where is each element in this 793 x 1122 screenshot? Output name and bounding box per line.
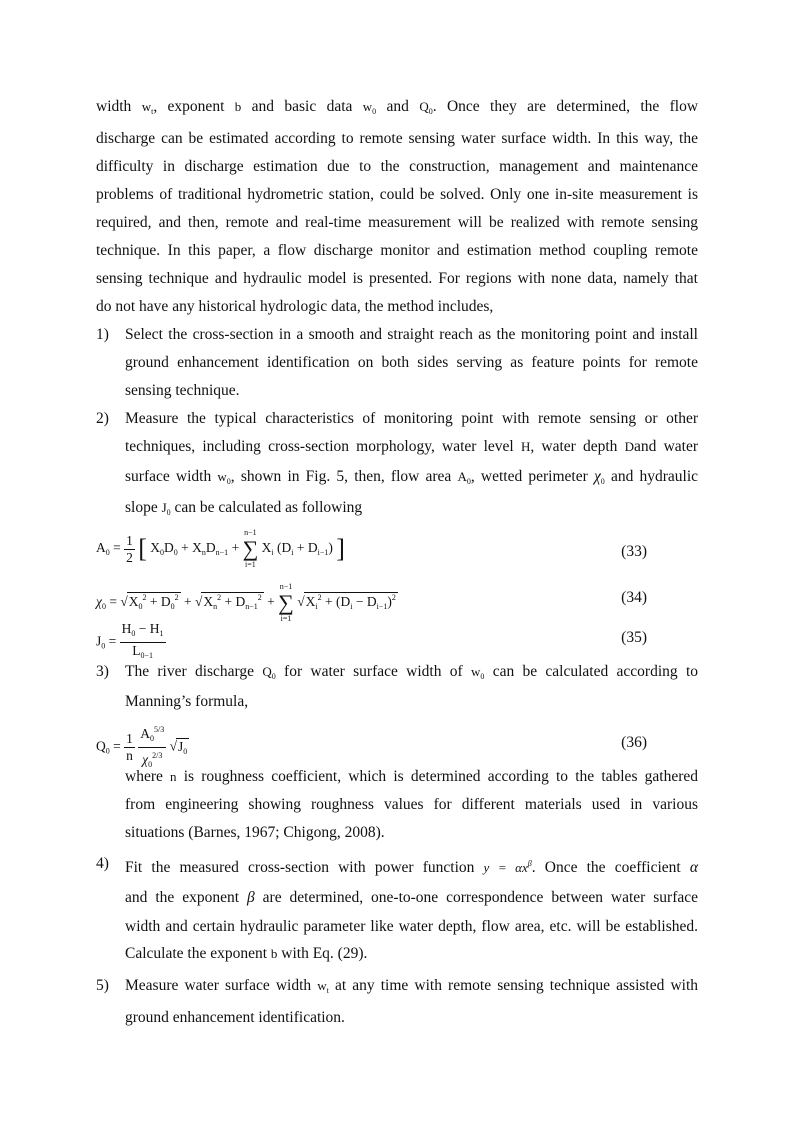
item2-line-3: surface width $w_0$, shown in Fig. 5, then, flow area $A_0$, wetted perimeter $\chi_0$ and hydraulic	[125, 468, 699, 486]
paragraph-line-7: sensing technique and hydraulic model is presented. For regions with none data, namely that	[96, 270, 698, 287]
equation-number: (34)	[621, 589, 647, 606]
item3-line-2: Manning’s formula,	[125, 693, 249, 710]
item5-line-2: ground enhancement identification.	[125, 1009, 345, 1026]
paragraph-line-3: difficulty in discharge estimation due to the construction, management and maintenance	[96, 158, 698, 175]
item3-where-line-2: from engineering showing roughness values for different materials used in various	[125, 796, 698, 813]
equation-34: $\chi_0 = √X_0^2 + D_0^2 + √X_n^2 + D_{n-1}^2$ + n−1 ∑ i=1 $√X_i^2 + (D_i - D_{i-1})^2$	[96, 582, 396, 623]
item5-line-1: Measure water surface width $w_t$ at any time with remote sensing technique assisted with	[125, 977, 699, 995]
paragraph-line-6: technique. In this paper, a flow discharge monitor and estimation method coupling remote	[96, 242, 698, 259]
item3-line-1: The river discharge $Q_0$ for water surface width of $w_0$ can be calculated according to	[125, 663, 698, 681]
item2-line-2: techniques, including cross-section morphology, water level H, water depth Dand water	[125, 438, 699, 455]
list-number: 4)	[96, 855, 109, 872]
paragraph-line-1: width $w_t$, exponent b and basic data $w_0$ and $Q_0$. Once they are determined, the flow	[96, 98, 699, 116]
equation-number: (33)	[621, 543, 647, 560]
item4-line-2: and the exponent β are determined, one-to-one correspondence between water surface	[125, 889, 699, 906]
list-number: 2)	[96, 410, 109, 427]
item2-line-1: Measure the typical characteristics of monitoring point with remote sensing or other	[125, 410, 698, 427]
paragraph-line-4: problems of traditional hydrometric station, could be solved. Only one in-site measurement is	[96, 186, 698, 203]
item4-line-3: width and certain hydraulic parameter like water depth, flow area, etc. will be established.	[125, 918, 698, 935]
item4-line-4: Calculate the exponent b with Eq. (29).	[125, 945, 368, 962]
item2-line-4: slope $J_0$ can be calculated as following	[125, 499, 363, 517]
list-number: 1)	[96, 326, 109, 343]
equation-33: $A_0$ = $\frac{1}{2}$ [ $X_0D_0 + X_nD_{n-1}$ + n−1 ∑ i=1 $X_i$ $(D_i + D_{i-1})$ ]	[96, 528, 345, 569]
list-number: 5)	[96, 977, 109, 994]
item1-line-1: Select the cross-section in a smooth and straight reach as the monitoring point and install	[125, 326, 698, 343]
item1-line-3: sensing technique.	[125, 382, 240, 399]
item3-where-line-1: where n is roughness coefficient, which is determined according to the tables gathered	[125, 768, 698, 785]
item1-line-2: ground enhancement identification on both sides serving as feature points for remote	[125, 354, 698, 371]
equation-number: (36)	[621, 734, 647, 751]
equation-number: (35)	[621, 629, 647, 646]
equation-36: $Q_0$ = $\frac{1}{n}$ $\frac{A_0^{5/3}}{\chi_0^{2/3}}$ $√J_0$	[96, 722, 189, 773]
item3-where-line-3: situations (Barnes, 1967; Chigong, 2008).	[125, 824, 385, 841]
paragraph-line-5: required, and then, remote and real-time measurement will be realized with remote sensing	[96, 214, 698, 231]
paragraph-line-8: do not have any historical hydrologic data, the method includes,	[96, 298, 494, 315]
list-number: 3)	[96, 663, 109, 680]
paragraph-line-2: discharge can be estimated according to remote sensing water surface width. In this way, the	[96, 130, 698, 147]
equation-35: $J_0$ = $\frac{H_0 - H_1}{L_{0-1}}$	[96, 621, 164, 660]
item4-line-1: Fit the measured cross-section with power function $y = \alpha x^\beta$. Once the coefficient α	[125, 859, 699, 876]
